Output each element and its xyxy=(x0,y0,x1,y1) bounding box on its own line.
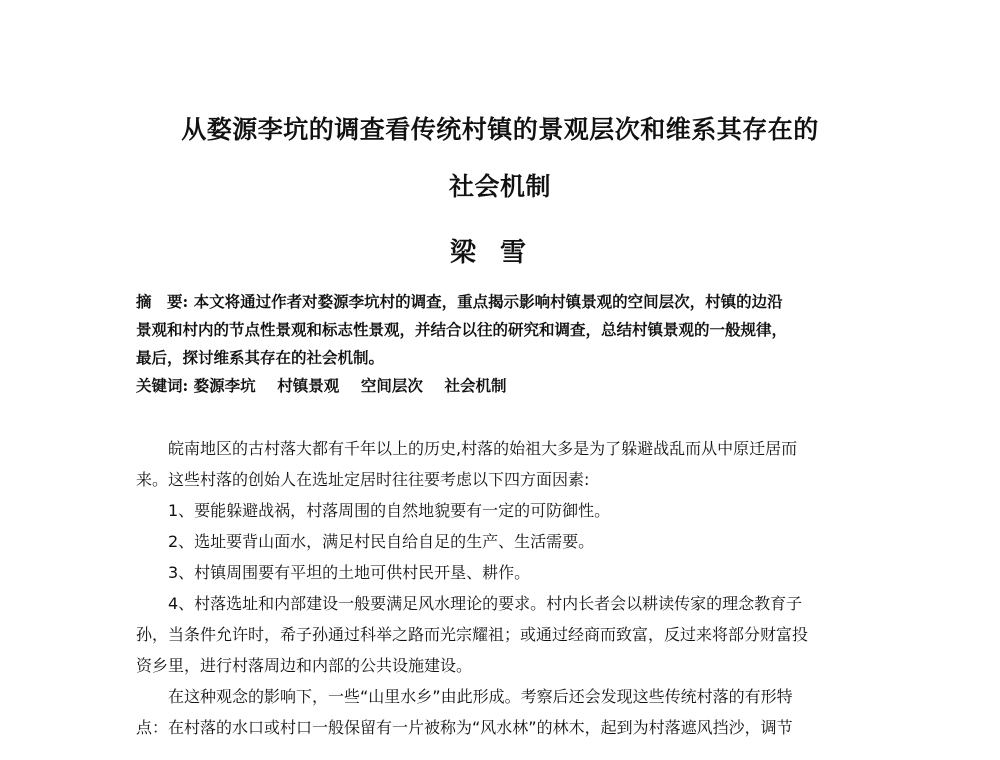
keywords-label: 关键词: xyxy=(136,376,189,395)
keyword-1: 婺源李坑 xyxy=(193,376,256,395)
body-line-6: 4、村落选址和内部建设一般要满足风水理论的要求。村内长者会以耕读传家的理念教育子 xyxy=(136,594,803,613)
abstract-label: 摘 要: xyxy=(136,292,189,311)
keyword-3: 空间层次 xyxy=(360,376,423,395)
paper-title-line-2: 社会机制 xyxy=(448,172,551,201)
keyword-2: 村镇景观 xyxy=(277,376,340,395)
abstract-text-line-3: 最后，探讨维系其存在的社会机制。 xyxy=(136,348,385,367)
body-line-4: 2、选址要背山面水，满足村民自给自足的生产、生活需要。 xyxy=(136,532,595,551)
body-line-7: 孙，当条件允许时，希子孙通过科举之路而光宗耀祖；或通过经商而致富，反过来将部分财富投 xyxy=(136,625,809,644)
body-line-1: 皖南地区的古村落大都有千年以上的历史,村落的始祖大多是为了躲避战乱而从中原迁居而 xyxy=(136,439,798,458)
keyword-4: 社会机制 xyxy=(444,376,507,395)
keywords xyxy=(136,372,876,400)
author-name: 梁雪 xyxy=(449,238,550,268)
body-line-2: 来。这些村落的创始人在选址定居时往往要考虑以下四方面因素: xyxy=(136,470,590,489)
abstract xyxy=(136,288,876,400)
paper-title-line-1: 从婺源李坑的调查看传统村镇的景观层次和维系其存在的 xyxy=(181,115,819,144)
abstract-text-line-1: 本文将通过作者对婺源李坑村的调查，重点揭示影响村镇景观的空间层次，村镇的边沿 xyxy=(193,292,783,311)
abstract-line-1 xyxy=(136,288,876,316)
body-line-8: 资乡里，进行村落周边和内部的公共设施建设。 xyxy=(136,656,473,675)
body-line-3: 1、要能躲避战祸，村落周围的自然地貌要有一定的可防御性。 xyxy=(136,501,611,520)
body-line-5: 3、村镇周围要有平坦的土地可供村民开垦、耕作。 xyxy=(136,563,531,582)
body-line-9: 在这种观念的影响下，一些“山里水乡”由此形成。考察后还会发现这些传统村落的有形特 xyxy=(136,687,793,706)
abstract-text-line-2: 景观和村内的节点性景观和标志性景观，并结合以往的研究和调查，总结村镇景观的一般规律， xyxy=(136,320,788,339)
body-line-10: 点：在村落的水口或村口一般保留有一片被称为“风水林”的林木，起到为村落遮风挡沙，调节 xyxy=(136,718,793,737)
